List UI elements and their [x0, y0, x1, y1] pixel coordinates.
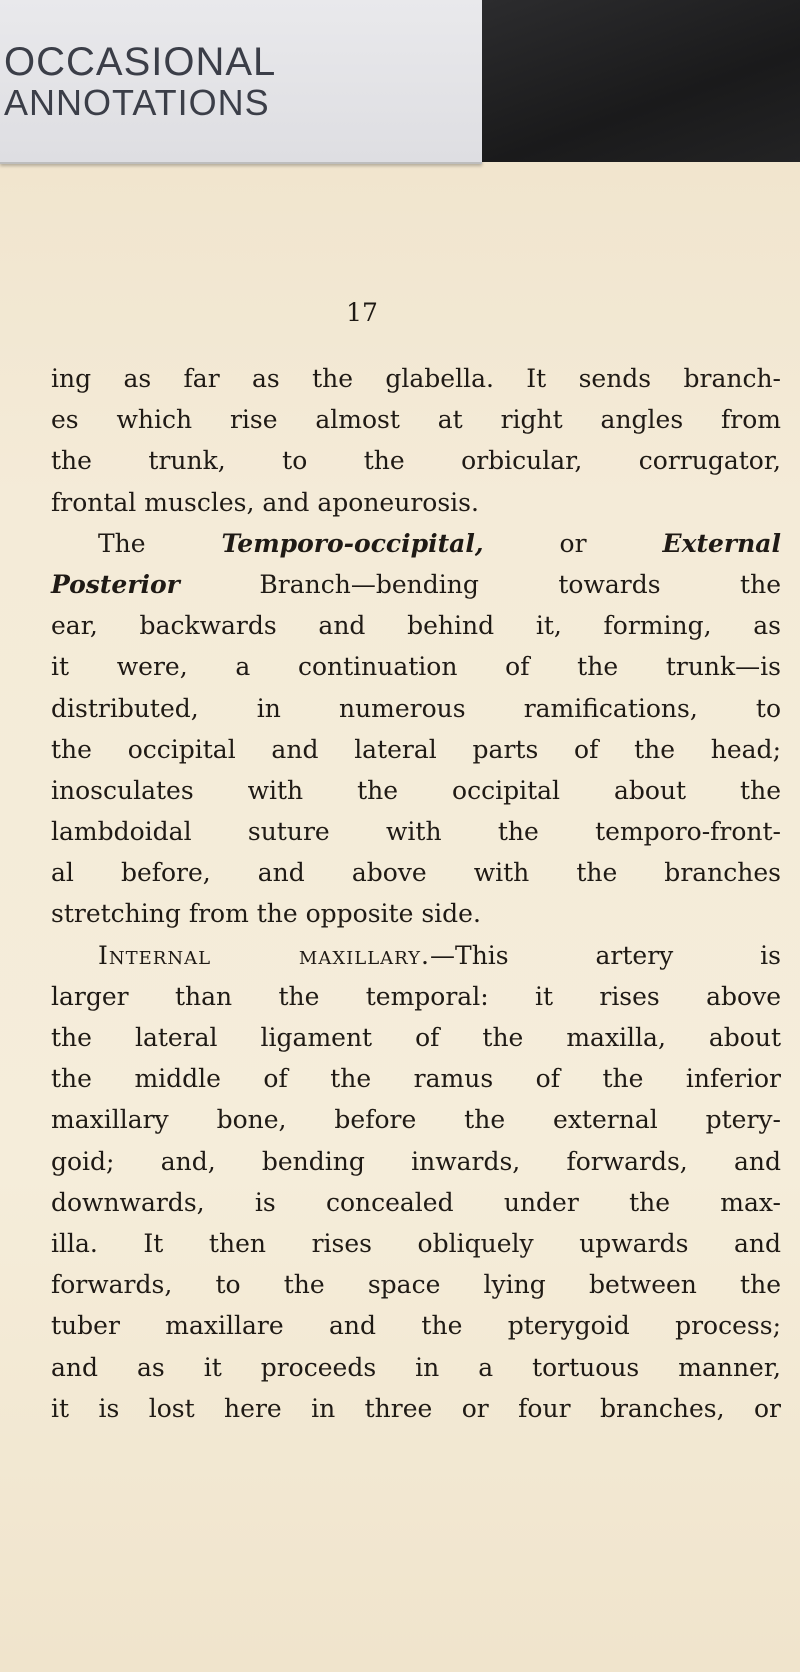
body-text	[51, 358, 781, 1429]
text-line-14: stretching from the opposite side.	[51, 899, 481, 929]
dark-tab-strip	[482, 0, 800, 162]
page-number: 17	[346, 298, 378, 327]
text-line-23: forwards, to the space lying between the	[51, 1270, 781, 1300]
text-line-2: es which rise almost at right angles from	[51, 405, 781, 435]
text-line-17: the lateral ligament of the maxilla, about	[51, 1023, 781, 1052]
text-line-3: the trunk, to the orbicular, corrugator,	[51, 446, 781, 476]
text-line-8: it were, a continuation of the trunk—is	[51, 652, 781, 682]
text-span: or	[483, 528, 663, 558]
italic-term: Temporo-occipital,	[221, 528, 484, 558]
text-line-7: ear, backwards and behind it, forming, as	[51, 611, 781, 641]
text-line-16: larger than the temporal: it rises above	[51, 981, 781, 1011]
text-line-22: illa. It then rises obliquely upwards and	[51, 1228, 781, 1258]
text-line-12: lambdoidal suture with the temporo-front-	[51, 817, 781, 847]
text-line-11: inosculates with the occipital about the	[51, 775, 781, 805]
text-line-9: distributed, in numerous ramifications, to	[51, 693, 781, 723]
tab-label-line-2: ANNOTATIONS	[4, 82, 270, 123]
text-span: The	[98, 528, 222, 558]
text-span: —This artery is	[430, 940, 782, 970]
italic-term: Posterior	[51, 569, 180, 599]
text-line-4: frontal muscles, and aponeurosis.	[51, 487, 479, 517]
text-line-6	[51, 564, 781, 605]
tab-label-line-1: OCCASIONAL	[4, 40, 277, 84]
text-line-19: maxillary bone, before the external ptery-	[51, 1105, 781, 1135]
text-line-26: it is lost here in three or four branches, or	[51, 1393, 781, 1423]
text-line-5	[51, 523, 781, 564]
text-line-10: the occipital and lateral parts of the head;	[51, 734, 781, 764]
text-line-15	[51, 935, 781, 976]
text-line-21: downwards, is concealed under the max-	[51, 1187, 781, 1217]
text-line-18: the middle of the ramus of the inferior	[51, 1064, 781, 1094]
italic-term: External	[662, 528, 781, 558]
small-caps-heading: Internal maxillary.	[98, 940, 431, 970]
text-line-20: goid; and, bending inwards, forwards, and	[51, 1146, 781, 1176]
text-line-25: and as it proceeds in a tortuous manner,	[51, 1352, 781, 1382]
text-line-13: al before, and above with the branches	[51, 858, 781, 888]
text-line-24: tuber maxillare and the pterygoid process;	[51, 1311, 781, 1341]
archive-label-tab	[0, 0, 482, 164]
text-span: Branch—bending towards the	[179, 569, 781, 599]
text-line-1: ing as far as the glabella. It sends branch-	[51, 364, 781, 393]
